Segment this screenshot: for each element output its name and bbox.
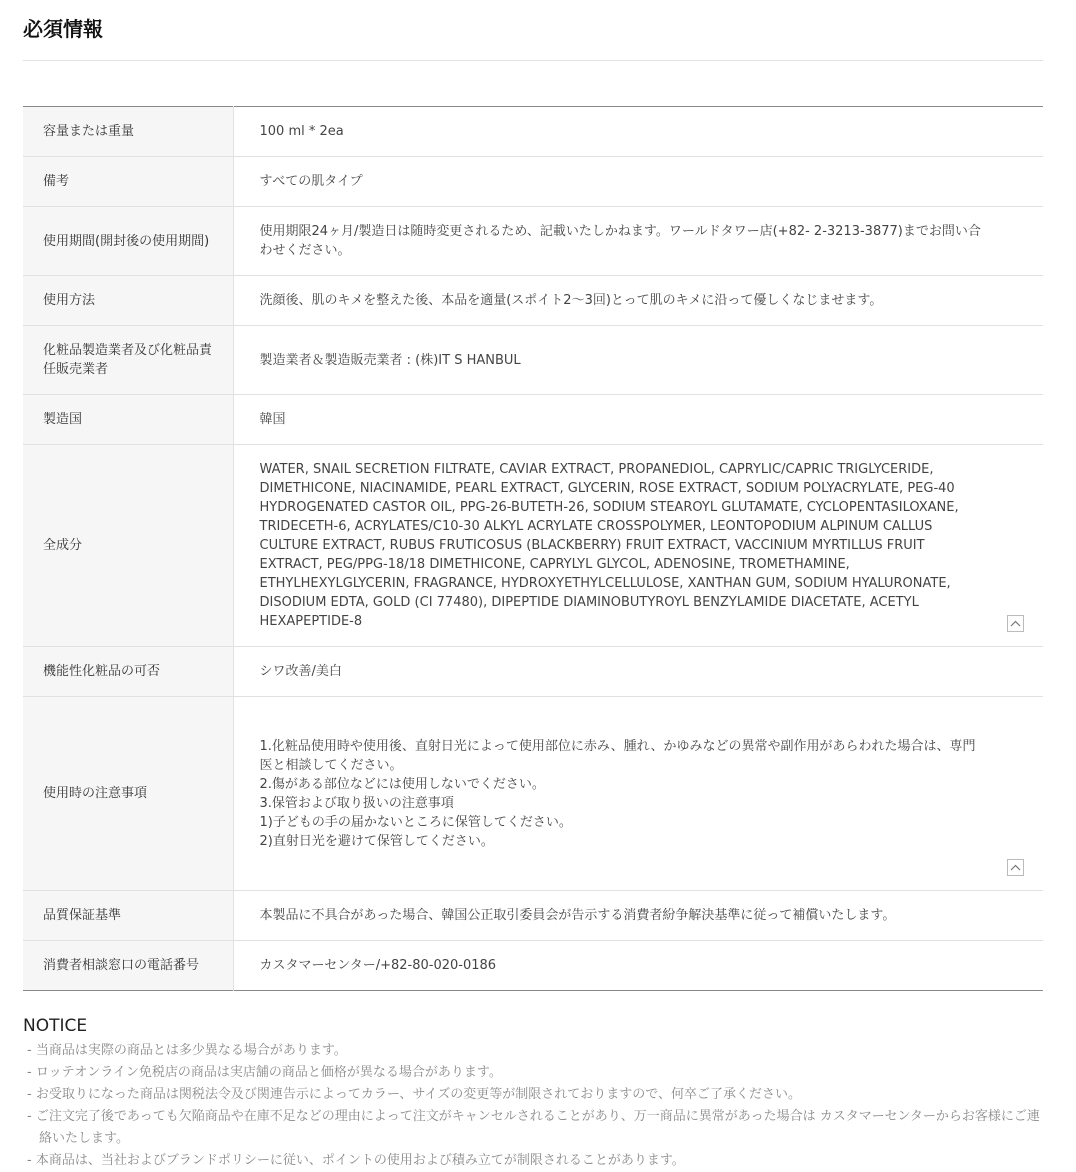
notice-item-text: 本商品は、当社およびブランドポリシーに従い、ポイントの使用および積み立てが制限されることがあります。	[35, 1153, 685, 1168]
row-value-cell	[233, 697, 1043, 891]
chevron-up-icon	[1010, 620, 1021, 627]
table-row-ingredients	[23, 445, 1043, 647]
table-row-functional	[23, 647, 1043, 697]
row-label: 機能性化粧品の可否	[23, 647, 233, 697]
notice-item-text: ロッテオンライン免税店の商品は実店舗の商品と価格が異なる場合があります。	[35, 1065, 502, 1080]
table-row-usage-period	[23, 207, 1043, 276]
notice-item	[23, 1106, 1043, 1150]
row-value: 洗顔後、肌のキメを整えた後、本品を適量(スポイト2〜3回)とって肌のキメに沿って優しくなじませます。	[233, 276, 1043, 326]
row-label: 製造国	[23, 395, 233, 445]
notice-dash: -	[27, 1087, 32, 1102]
notice-title: NOTICE	[23, 1016, 88, 1036]
table-row-phone	[23, 941, 1043, 991]
row-value: すべての肌タイプ	[233, 157, 1043, 207]
row-value: 韓国	[233, 395, 1043, 445]
caution-text	[260, 737, 988, 851]
table-row-quality	[23, 891, 1043, 941]
row-label: 品質保証基準	[23, 891, 233, 941]
ingredients-text: WATER, SNAIL SECRETION FILTRATE, CAVIAR EXTRACT, PROPANEDIOL, CAPRYLIC/CAPRIC TRIGLYCERIDE, DIMETHICONE, NIACINAMIDE, PEARL EXTRACT, GLYCERIN, ROSE EXTRACT, SODIUM POLYACRYLATE, PEG-40 HYDROGENATED CASTOR OIL, PPG-26-BUTETH-26, SODIUM STEAROYL GLUTAMATE, CYCLOPENTASILOXANE, TRIDECETH-6, ACRYLATES/C10-30 ALKYL ACRYLATE CROSSPOLYMER, LEONTOPODIUM ALPINUM CALLUS CULTURE EXTRACT, RUBUS FRUTICOSUS (BLACKBERRY) FRUIT EXTRACT, VACCINIUM MYRTILLUS FRUIT EXTRACT, PEG/PPG-18/18 DIMETHICONE, CAPRYLYL GLYCOL, ADENOSINE, TROMETHAMINE, ETHYLHEXYLGLYCERIN, FRAGRANCE, HYDROXYETHYLCELLULOSE, XANTHAN GUM, SODIUM HYALURONATE, DISODIUM EDTA, GOLD (CI 77480), DIPEPTIDE DIAMINOBUTYROYL BENZYLAMIDE DIACETATE, ACETYL HEXAPEPTIDE-8	[259, 462, 959, 629]
table-row-cautions	[23, 697, 1043, 891]
notice-dash: -	[27, 1043, 32, 1058]
collapse-cautions-button[interactable]	[1007, 859, 1024, 876]
caution-line: 2.傷がある部位などには使用しないでください。	[259, 776, 545, 792]
caution-line: 2)直射日光を避けて保管してください。	[259, 833, 494, 849]
row-value: カスタマーセンター/+82-80-020-0186	[259, 958, 497, 973]
row-value: 使用期限24ヶ月/製造日は随時変更されるため、記載いたしかねます。ワールドタワー店(+82- 2-3213-3877)までお問い合わせください。	[233, 207, 1043, 276]
notice-item	[23, 1062, 1043, 1084]
row-value: 100 ml * 2ea	[233, 107, 1043, 157]
table-row-usage-method	[23, 276, 1043, 326]
row-label: 使用時の注意事項	[23, 697, 233, 891]
table-row-manufacturer	[23, 326, 1043, 395]
required-info-table	[23, 106, 1043, 991]
notice-item	[23, 1150, 1043, 1172]
notice-item	[23, 1084, 1043, 1106]
chevron-up-icon	[1010, 864, 1021, 871]
notice-dash: -	[27, 1153, 32, 1168]
notice-dash: -	[27, 1109, 32, 1124]
notice-section	[23, 1015, 1043, 1172]
title-divider	[23, 60, 1043, 61]
caution-line: 1.化粧品使用時や使用後、直射日光によって使用部位に赤み、腫れ、かゆみなどの異常や副作用があらわれた場合は、専門医と相談してください。	[259, 738, 976, 773]
row-label: 使用期間(開封後の使用期間)	[23, 207, 233, 276]
notice-item-text: お受取りになった商品は関税法令及び関連告示によってカラー、サイズの変更等が制限されておりますので、何卒ご了承ください。	[35, 1087, 802, 1102]
row-label: 備考	[23, 157, 233, 207]
table-row-remarks	[23, 157, 1043, 207]
row-label: 消費者相談窓口の電話番号	[23, 941, 233, 991]
notice-item-text: ご注文完了後であっても欠陥商品や在庫不足などの理由によって注文がキャンセルされることがあり、万一商品に異常があった場合は カスタマーセンターからお客様にご連絡いたします。	[35, 1109, 1040, 1146]
section-title: 必須情報	[23, 17, 103, 41]
row-label: 容量または重量	[23, 107, 233, 157]
notice-item-text: 当商品は実際の商品とは多少異なる場合があります。	[35, 1043, 347, 1058]
notice-item	[23, 1040, 1043, 1062]
row-value-cell	[233, 445, 1043, 647]
collapse-ingredients-button[interactable]	[1007, 615, 1024, 632]
notice-dash: -	[27, 1065, 32, 1080]
row-label: 全成分	[23, 445, 233, 647]
row-value: 本製品に不具合があった場合、韓国公正取引委員会が告示する消費者紛争解決基準に従って補償いたします。	[233, 891, 1043, 941]
caution-line: 1)子どもの手の届かないところに保管してください。	[259, 814, 572, 830]
caution-line: 3.保管および取り扱いの注意事項	[259, 795, 454, 811]
product-info-page	[23, 0, 1043, 1172]
notice-list	[23, 1040, 1043, 1172]
row-label: 化粧品製造業者及び化粧品責任販売業者	[23, 326, 233, 395]
row-value: シワ改善/美白	[233, 647, 1043, 697]
row-label: 使用方法	[23, 276, 233, 326]
table-row-capacity	[23, 107, 1043, 157]
row-value: 製造業者＆製造販売業者 : (株)IT S HANBUL	[233, 326, 1043, 395]
table-row-country	[23, 395, 1043, 445]
